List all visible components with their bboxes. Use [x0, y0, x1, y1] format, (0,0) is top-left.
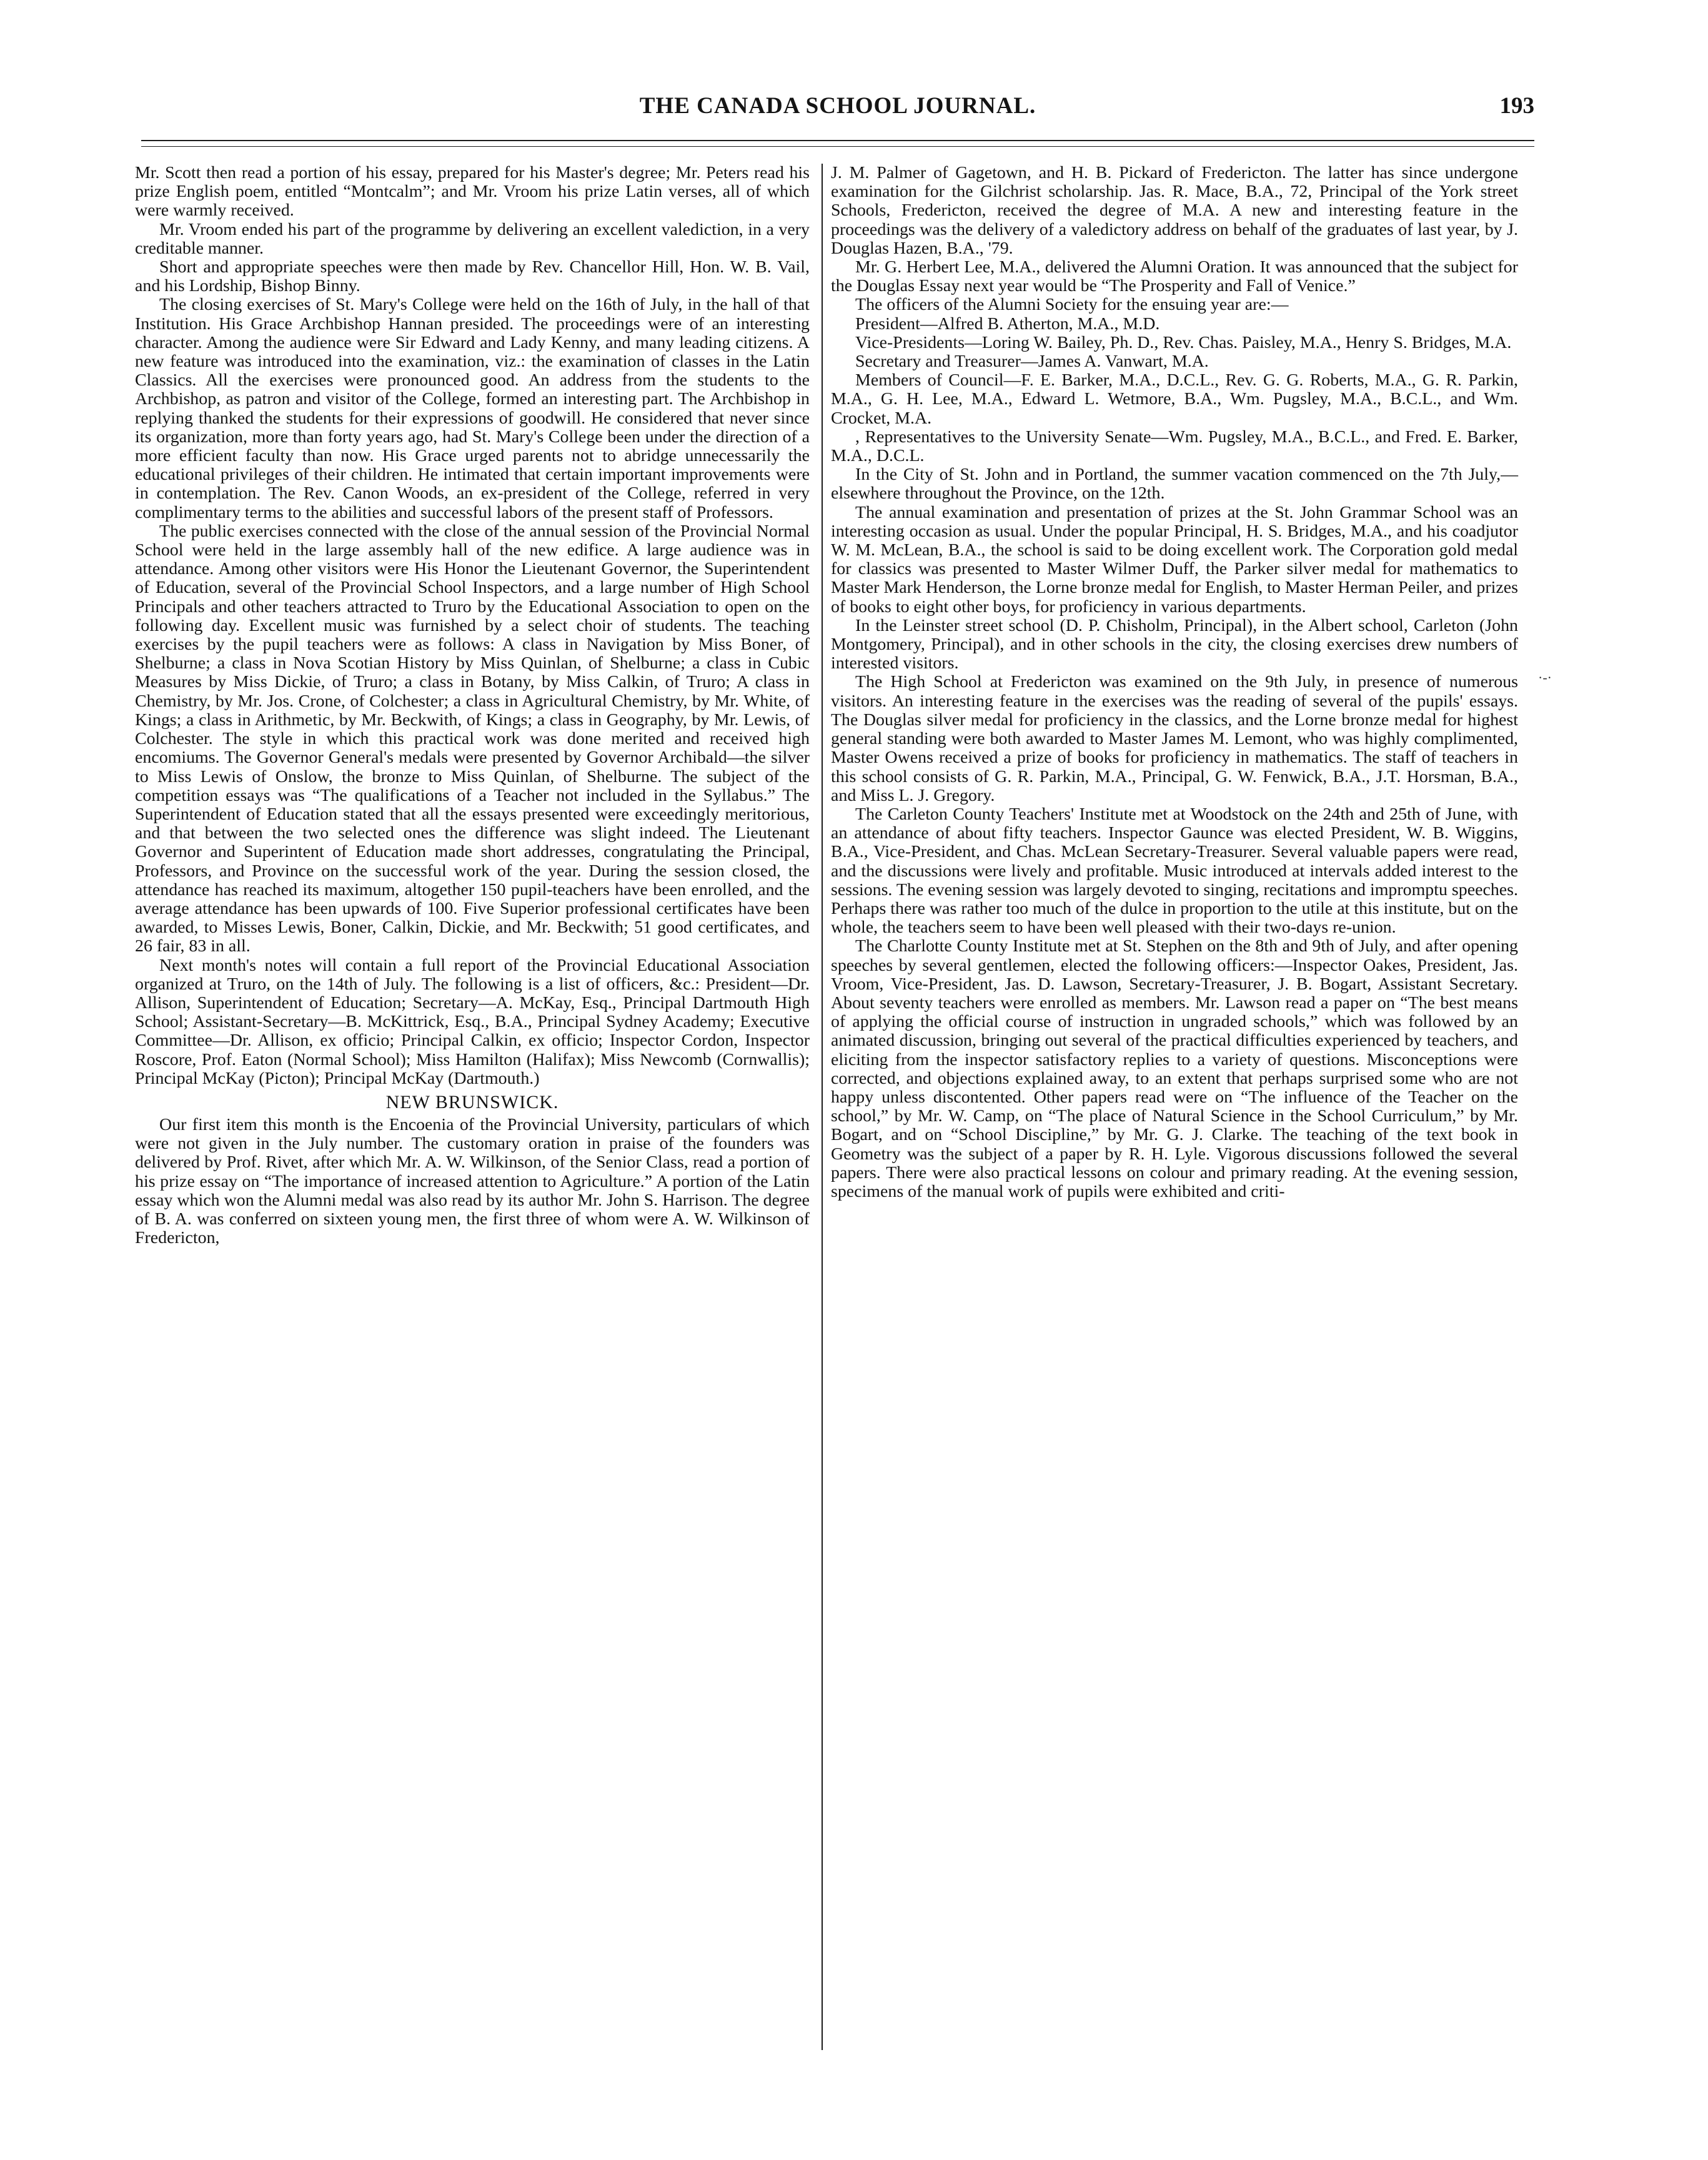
paragraph: Short and appropriate speeches were then made by Rev. Chancellor Hill, Hon. W. B. Vail, and his Lordship, Bishop Binny.: [135, 257, 810, 296]
paragraph: Vice-Presidents—Loring W. Bailey, Ph. D., Rev. Chas. Paisley, M.A., Henry S. Bridges, M.A.: [855, 332, 1512, 352]
paragraph: Our first item this month is the Encoenia of the Provincial University, particulars of which were not given in the July number. The customary oration in praise of the founders was delivered by Prof. Rivet, after which Mr. A. W. Wilkinson, of the Senior Class, read a portion of his prize essay on “The importance of increased attention to Agriculture.” A portion of the Latin essay which won the Alumni medal was also read by its author Mr. John S. Harrison. The degree of B. A. was conferred on sixteen young men, the first three of whom were A. W. Wilkinson of Fredericton,: [135, 1114, 810, 1248]
column-divider: [822, 164, 823, 2050]
paragraph: Mr. Scott then read a portion of his essay, prepared for his Master's degree; Mr. Peters read his prize English poem, entitled “Montcalm”; and Mr. Vroom his prize Latin verses, all of which were warmly received.: [135, 163, 810, 220]
paragraph: The annual examination and presentation of prizes at the St. John Grammar School was an interesting occasion as usual. Under the popular Principal, H. S. Bridges, M.A., and his coadjutor W. M. McLean, B.A., the school is said to be doing excellent work. The Corporation gold medal for classics was presented to Master Wilmer Duff, the Parker silver medal for mathematics to Master Mark Henderson, the Lorne bronze medal for English, to Master Herman Peiler, and prizes of books to eight other boys, for proficiency in various departments.: [831, 502, 1518, 617]
paragraph: Mr. G. Herbert Lee, M.A., delivered the Alumni Oration. It was announced that the subject for the Douglas Essay next year would be “The Prosperity and Fall of Venice.”: [831, 257, 1518, 296]
paragraph: President—Alfred B. Atherton, M.A., M.D.: [855, 314, 1160, 334]
paragraph: In the Leinster street school (D. P. Chisholm, Principal), in the Albert school, Carleton (John Montgomery, Principal), and in other schools in the city, the closing exercises drew numbers of interested visitors.: [831, 615, 1518, 673]
paragraph: The closing exercises of St. Mary's College were held on the 16th of July, in the hall of that Institution. His Grace Archbishop Hannan presided. The proceedings were of an interesting character. Among the audience were Sir Edward and Lady Kenny, and many leading citizens. A new feature was introduced into the examination, viz.: the examination of classes in the Latin Classics. All the exercises were pronounced good. An address from the students to the Archbishop, as patron and visitor of the College, formed an interesting part. The Archbishop in replying thanked the students for their expressions of goodwill. He considered that never since its organization, more than forty years ago, had St. Mary's College been under the direction of a more efficient faculty than now. His Grace urged parents not to abridge unnecessarily the educational privileges of their children. He intimated that certain important improvements were in contemplation. The Rev. Canon Woods, an ex-president of the College, referred in very complimentary terms to the abilities and successful labors of the present staff of Professors.: [135, 295, 810, 522]
paragraph: The Carleton County Teachers' Institute met at Woodstock on the 24th and 25th of June, with an attendance of about fifty teachers. Inspector Gaunce was elected President, W. B. Wiggins, B.A., Vice-President, and Chas. McLean Secretary-Treasurer. Several valuable papers were read, and the discussions were lively and profitable. Music introduced at intervals added interest to the sessions. The evening session was largely devoted to singing, recitations and impromptu speeches. Perhaps there was rather too much of the dulce in proportion to the utile at this institute, but on the whole, the teachers seem to have been well pleased with their two-days re-union.: [831, 804, 1518, 938]
right-column: [831, 164, 1518, 1201]
header-rule-bottom: [141, 146, 1534, 147]
paragraph: The High School at Fredericton was examined on the 9th July, in presence of numerous visitors. An interesting feature in the exercises was the reading of several of the pupils' essays. The Douglas silver medal for proficiency in the classics, and the Lorne bronze medal for highest general standing were both awarded to Master James M. Lemont, who was highly complimented, Master Owens received a prize of books for proficiency in mathematics. The staff of teachers in this school consists of G. R. Parkin, M.A., Principal, G. W. Fenwick, B.A., J.T. Horsman, B.A., and Miss L. J. Gregory.: [831, 672, 1518, 805]
paragraph: Next month's notes will contain a full report of the Provincial Educational Association organized at Truro, on the 14th of July. The following is a list of officers, &c.: President—Dr. Allison, Superintendent of Education; Secretary—A. McKay, Esq., Principal Dartmouth High School; Assistant-Secretary—B. McKittrick, Esq., B.A., Principal Sydney Academy; Executive Committee—Dr. Allison, ex officio; Principal Calkin, ex officio; Inspector Cordon, Inspector Roscore, Prof. Eaton (Normal School); Miss Hamilton (Halifax); Miss Newcomb (Cornwallis); Principal McKay (Picton); Principal McKay (Dartmouth.): [135, 955, 810, 1088]
section-heading: NEW BRUNSWICK.: [385, 1091, 559, 1112]
margin-mark: ·-·: [1538, 670, 1552, 685]
paragraph: , Representatives to the University Senate—Wm. Pugsley, M.A., B.C.L., and Fred. E. Barker, M.A., D.C.L.: [831, 427, 1518, 466]
paragraph: Secretary and Treasurer—James A. Vanwart, M.A.: [855, 352, 1209, 372]
paragraph: Mr. Vroom ended his part of the programme by delivering an excellent valediction, in a very creditable manner.: [135, 219, 810, 258]
page-number: 193: [1499, 93, 1534, 119]
paragraph: In the City of St. John and in Portland, the summer vacation commenced on the 7th July,—elsewhere throughout the Province, on the 12th.: [831, 465, 1518, 503]
left-column: [135, 164, 810, 1247]
paragraph: The Charlotte County Institute met at St. Stephen on the 8th and 9th of July, and after opening speeches by several gentlemen, elected the following officers:—Inspector Oakes, President, Jas. Vroom, Vice-President, Jas. D. Lawson, Secretary-Treasurer, J. B. Bogart, Assistant Secretary. About seventy teachers were enrolled as members. Mr. Lawson read a paper on “The best means of applying the official course of instruction in ungraded schools,” which was followed by an animated discussion, bringing out several of the practical difficulties experienced by teachers, and eliciting from the inspector satisfactory replies to a variety of questions. Misconceptions were corrected, and objections explained away, to an extent that perhaps surprised some who are not happy unless discontented. Other papers read were on “The influence of the Teacher on the school,” by Mr. W. Camp, on “The place of Natural Science in the School Curriculum,” by Mr. Bogart, and on “School Discipline,” by Mr. G. J. Clarke. The teaching of the text book in Geometry was the subject of a paper by R. H. Lyle. Vigorous discussions followed the several papers. There were also practical lessons on colour and primary reading. At the evening session, specimens of the manual work of pupils were exhibited and criti-: [831, 936, 1518, 1201]
journal-title: THE CANADA SCHOOL JOURNAL.: [639, 93, 1036, 119]
running-header: [141, 92, 1534, 130]
paragraph: The officers of the Alumni Society for the ensuing year are:—: [855, 295, 1289, 315]
header-rule-top: [141, 140, 1534, 141]
paragraph: Members of Council—F. E. Barker, M.A., D.C.L., Rev. G. G. Roberts, M.A., G. R. Parkin, M.A., G. H. Lee, M.A., Edward L. Wetmore, B.A., Wm. Pugsley, M.A., B.C.L., and Wm. Crocket, M.A.: [831, 370, 1518, 428]
paragraph: The public exercises connected with the close of the annual session of the Provincial Normal School were held in the large assembly hall of the new edifice. A large audience was in attendance. Among other visitors were His Honor the Lieutenant Governor, the Superintendent of Education, several of the Provincial School Inspectors, and a large number of High School Principals and other teachers attracted to Truro by the Educational Association to open on the following day. Excellent music was furnished by a select choir of students. The teaching exercises by the pupil teachers were as follows: A class in Navigation by Miss Boner, of Shelburne; a class in Nova Scotian History by Miss Quinlan, of Shelburne; a class in Cubic Measures by Miss Dickie, of Truro; a class in Botany, by Miss Calkin, of Truro; A class in Chemistry, by Mr. Jos. Crone, of Colchester; a class in Agricultural Chemistry, by Mr. White, of Kings; a class in Arithmetic, by Mr. Beckwith, of Kings; a class in Geography, by Mr. Lewis, of Colchester. The style in which this practical work was done merited and received high encomiums. The Governor General's medals were presented by Governor Archibald—the silver to Miss Lewis of Onslow, the bronze to Miss Quinlan, of Shelburne. The subject of the competition essays was “The qualifications of a Teacher not included in the Syllabus.” The Superintendent of Education stated that all the essays presented were exceedingly meritorious, and that between the two selected ones the difference was slight indeed. The Lieutenant Governor and Superintent of Education made short addresses, congratulating the Principal, Professors, and Province on the successful work of the year. During the session closed, the attendance has reached its maximum, altogether 150 pupil-teachers have been enrolled, and the average attendance has been upwards of 100. Five Superior professional certificates have been awarded, to Misses Lewis, Boner, Calkin, Dickie, and Mr. Beckwith; 51 good certificates, and 26 fair, 83 in all.: [135, 521, 810, 956]
paragraph: J. M. Palmer of Gagetown, and H. B. Pickard of Fredericton. The latter has since undergone examination for the Gilchrist scholarship. Jas. R. Mace, B.A., 72, Principal of the York street Schools, Fredericton, received the degree of M.A. A new and interesting feature in the proceedings was the delivery of a valedictory address on behalf of the graduates of last year, by J. Douglas Hazen, B.A., '79.: [831, 163, 1518, 258]
